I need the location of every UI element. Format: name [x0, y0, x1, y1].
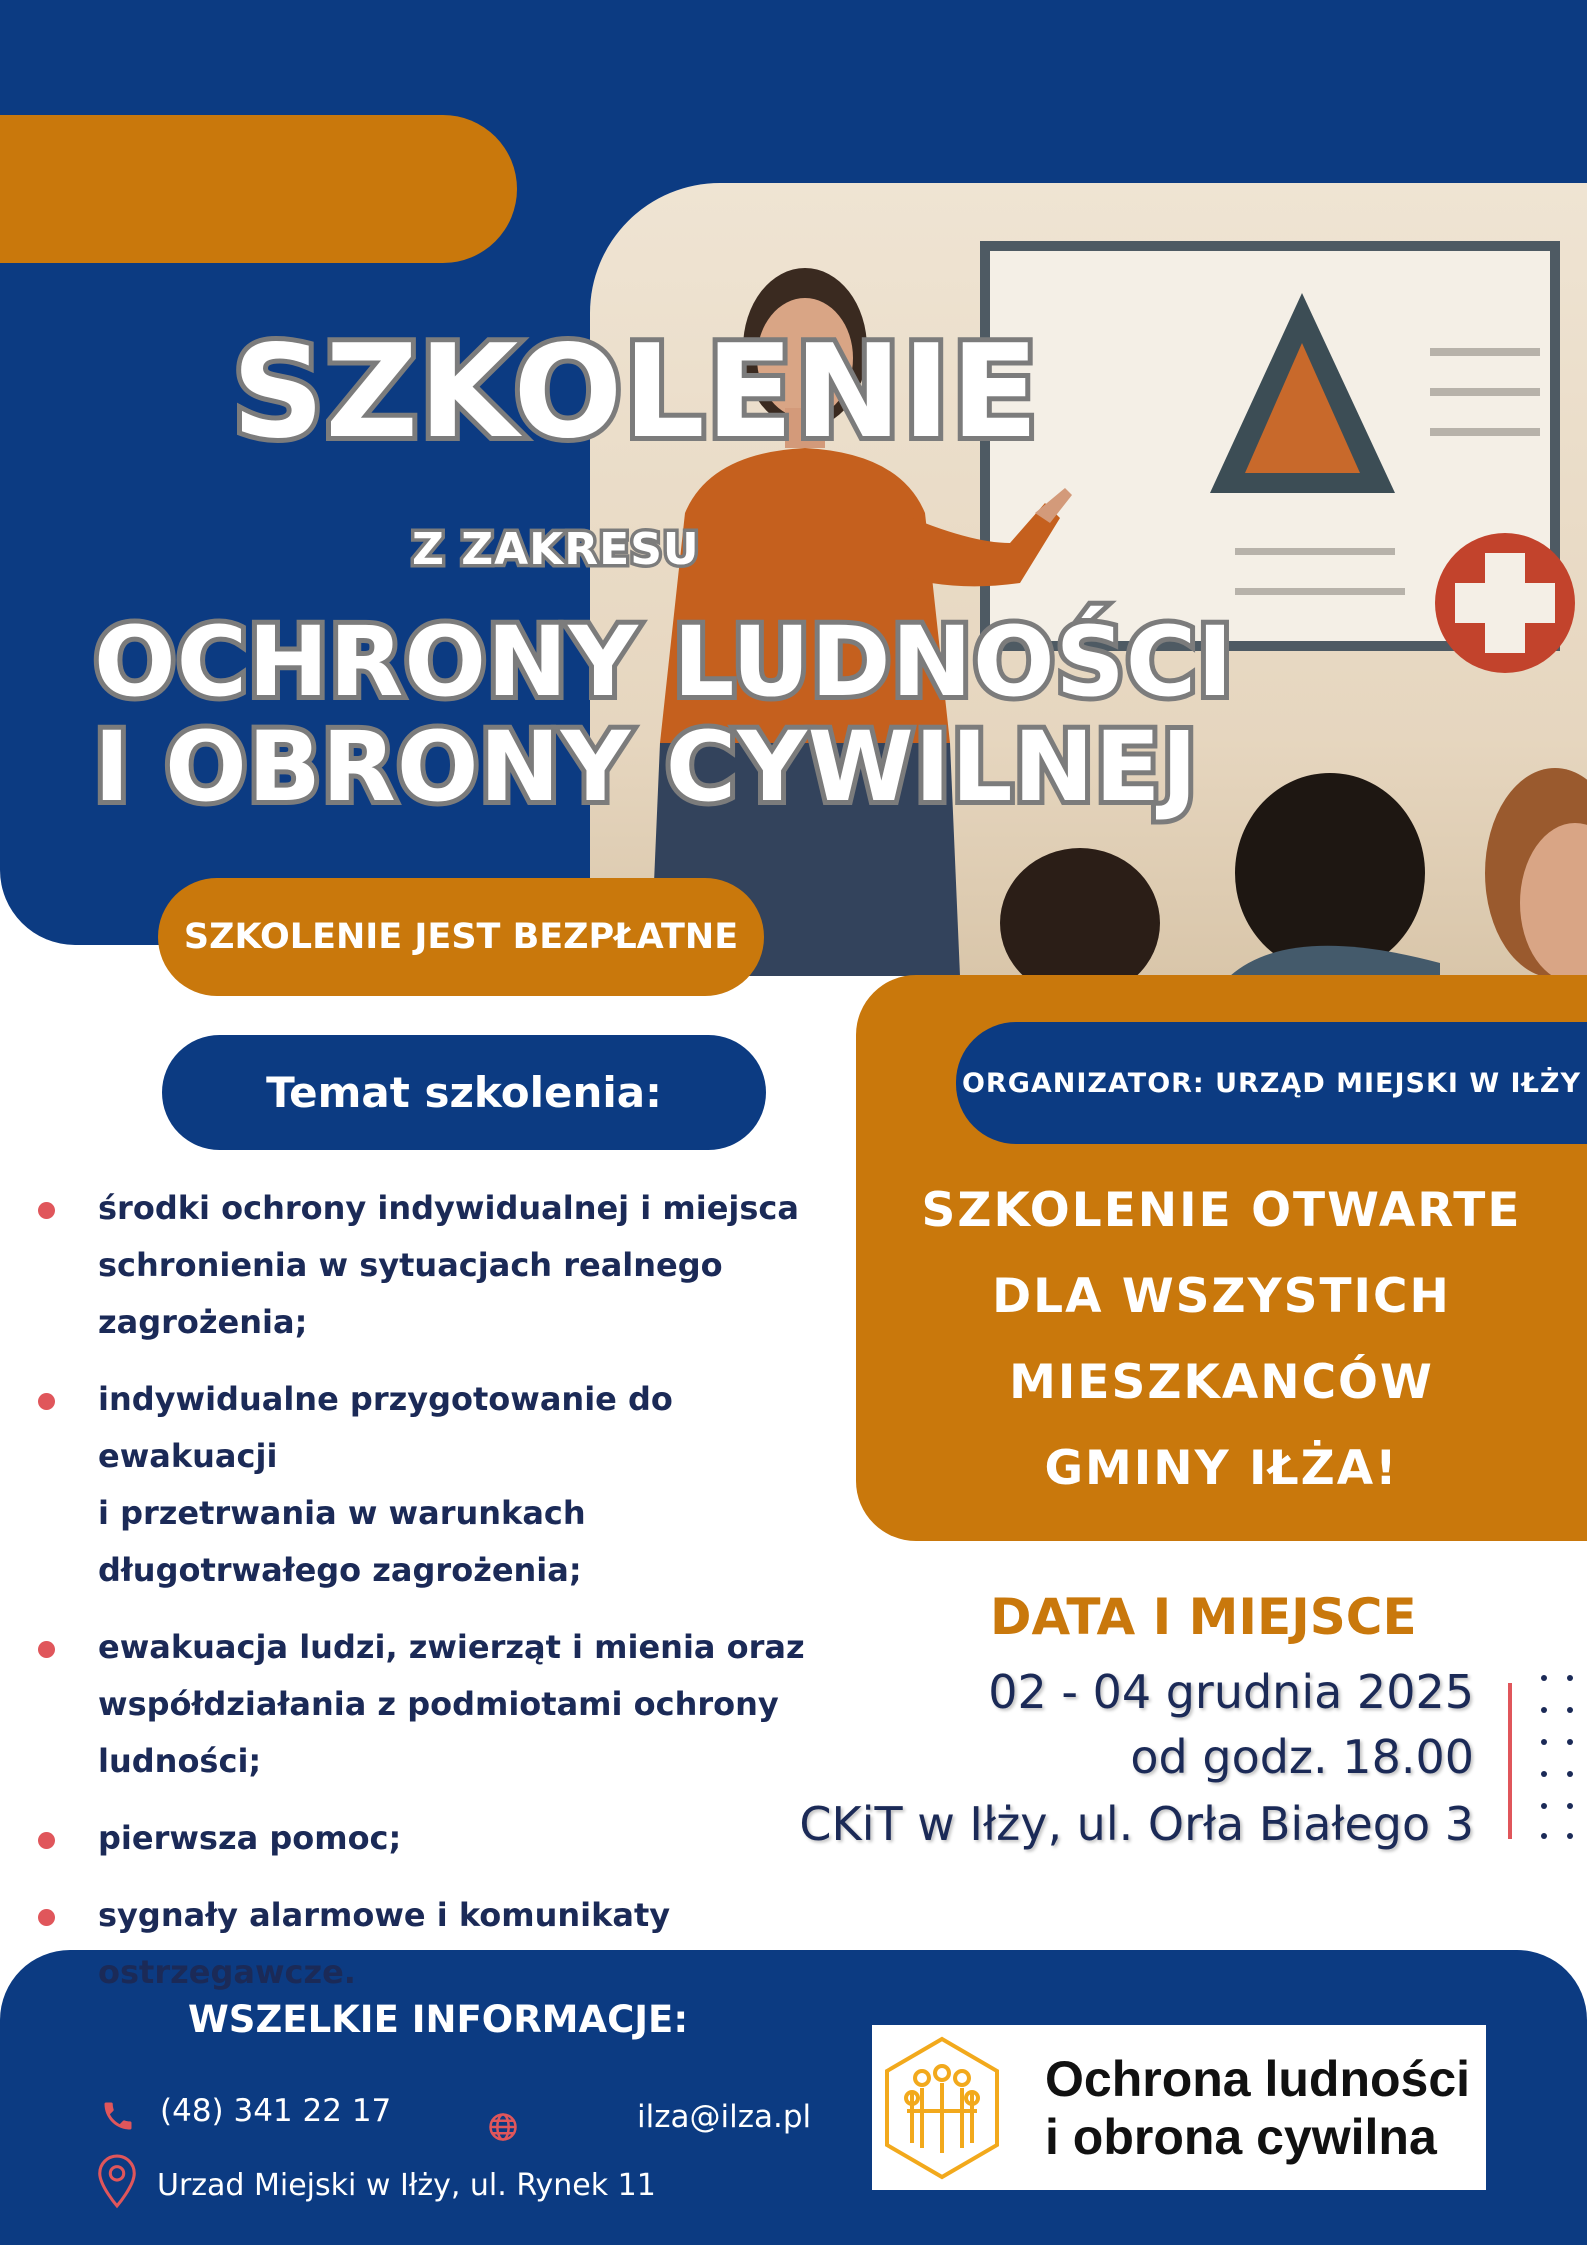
phone-number[interactable]: (48) 341 22 17	[160, 2093, 392, 2129]
bullet-icon	[38, 1202, 55, 1219]
email-link[interactable]: ilza@ilza.pl	[637, 2099, 812, 2135]
open-invitation: SZKOLENIE OTWARTE DLA WSZYSTICH MIESZKANCÓW GMINY IŁŻA!	[921, 1183, 1522, 1496]
training-scene-image	[590, 183, 1587, 976]
phone-icon	[100, 2098, 136, 2134]
photo-illustration	[590, 183, 1587, 976]
bullet-icon	[38, 1393, 55, 1410]
globe-icon	[488, 2112, 518, 2142]
bullet-icon	[38, 1909, 55, 1926]
logo-text-line-1: Ochrona ludności	[1045, 2051, 1471, 2107]
dots-decoration	[1538, 1672, 1578, 1842]
event-time: od godz. 18.00	[1130, 1730, 1474, 1784]
title-sub: Z ZAKRESU	[412, 524, 700, 575]
logo-box	[872, 2025, 1486, 2190]
title-main: SZKOLENIE	[232, 318, 1040, 467]
logo-text-line-2: i obrona cywilna	[1045, 2109, 1437, 2165]
event-dates: 02 - 04 grudnia 2025	[988, 1665, 1474, 1719]
title-line-2: I OBRONY CYWILNEJ	[94, 711, 1199, 823]
list-item: sygnały alarmowe i komunikaty ostrzegawcze.	[28, 1887, 858, 2001]
bullet-icon	[38, 1641, 55, 1658]
organizer-label: ORGANIZATOR: URZĄD MIEJSKI W IŁŻY	[956, 1022, 1587, 1144]
event-place: CKiT w Iłży, ul. Orła Białego 3	[799, 1797, 1474, 1851]
list-item: indywidualne przygotowanie do ewakuacji i przetrwania w warunkach długotrwałego zagrożenia;	[28, 1371, 858, 1599]
free-badge: SZKOLENIE JEST BEZPŁATNE	[158, 878, 764, 996]
list-item: pierwsza pomoc;	[28, 1810, 858, 1867]
topic-list	[28, 1180, 858, 2021]
title-line-1: OCHRONY LUDNOŚCI	[94, 606, 1234, 718]
bullet-icon	[38, 1832, 55, 1849]
address: Urzad Miejski w Iłży, ul. Rynek 11	[157, 2168, 656, 2203]
top-orange-tab	[0, 115, 517, 263]
people-shield-logo-icon	[877, 2033, 1007, 2183]
event-heading: DATA I MIEJSCE	[990, 1588, 1417, 1646]
divider-line	[1508, 1683, 1512, 1839]
footer-heading: WSZELKIE INFORMACJE:	[188, 1998, 689, 2041]
list-item: ewakuacja ludzi, zwierząt i mienia oraz współdziałania z podmiotami ochrony ludności;	[28, 1619, 858, 1790]
topics-heading: Temat szkolenia:	[162, 1035, 766, 1150]
location-pin-icon	[94, 2152, 140, 2210]
list-item: środki ochrony indywidualnej i miejsca schronienia w sytuacjach realnego zagrożenia;	[28, 1180, 858, 1351]
